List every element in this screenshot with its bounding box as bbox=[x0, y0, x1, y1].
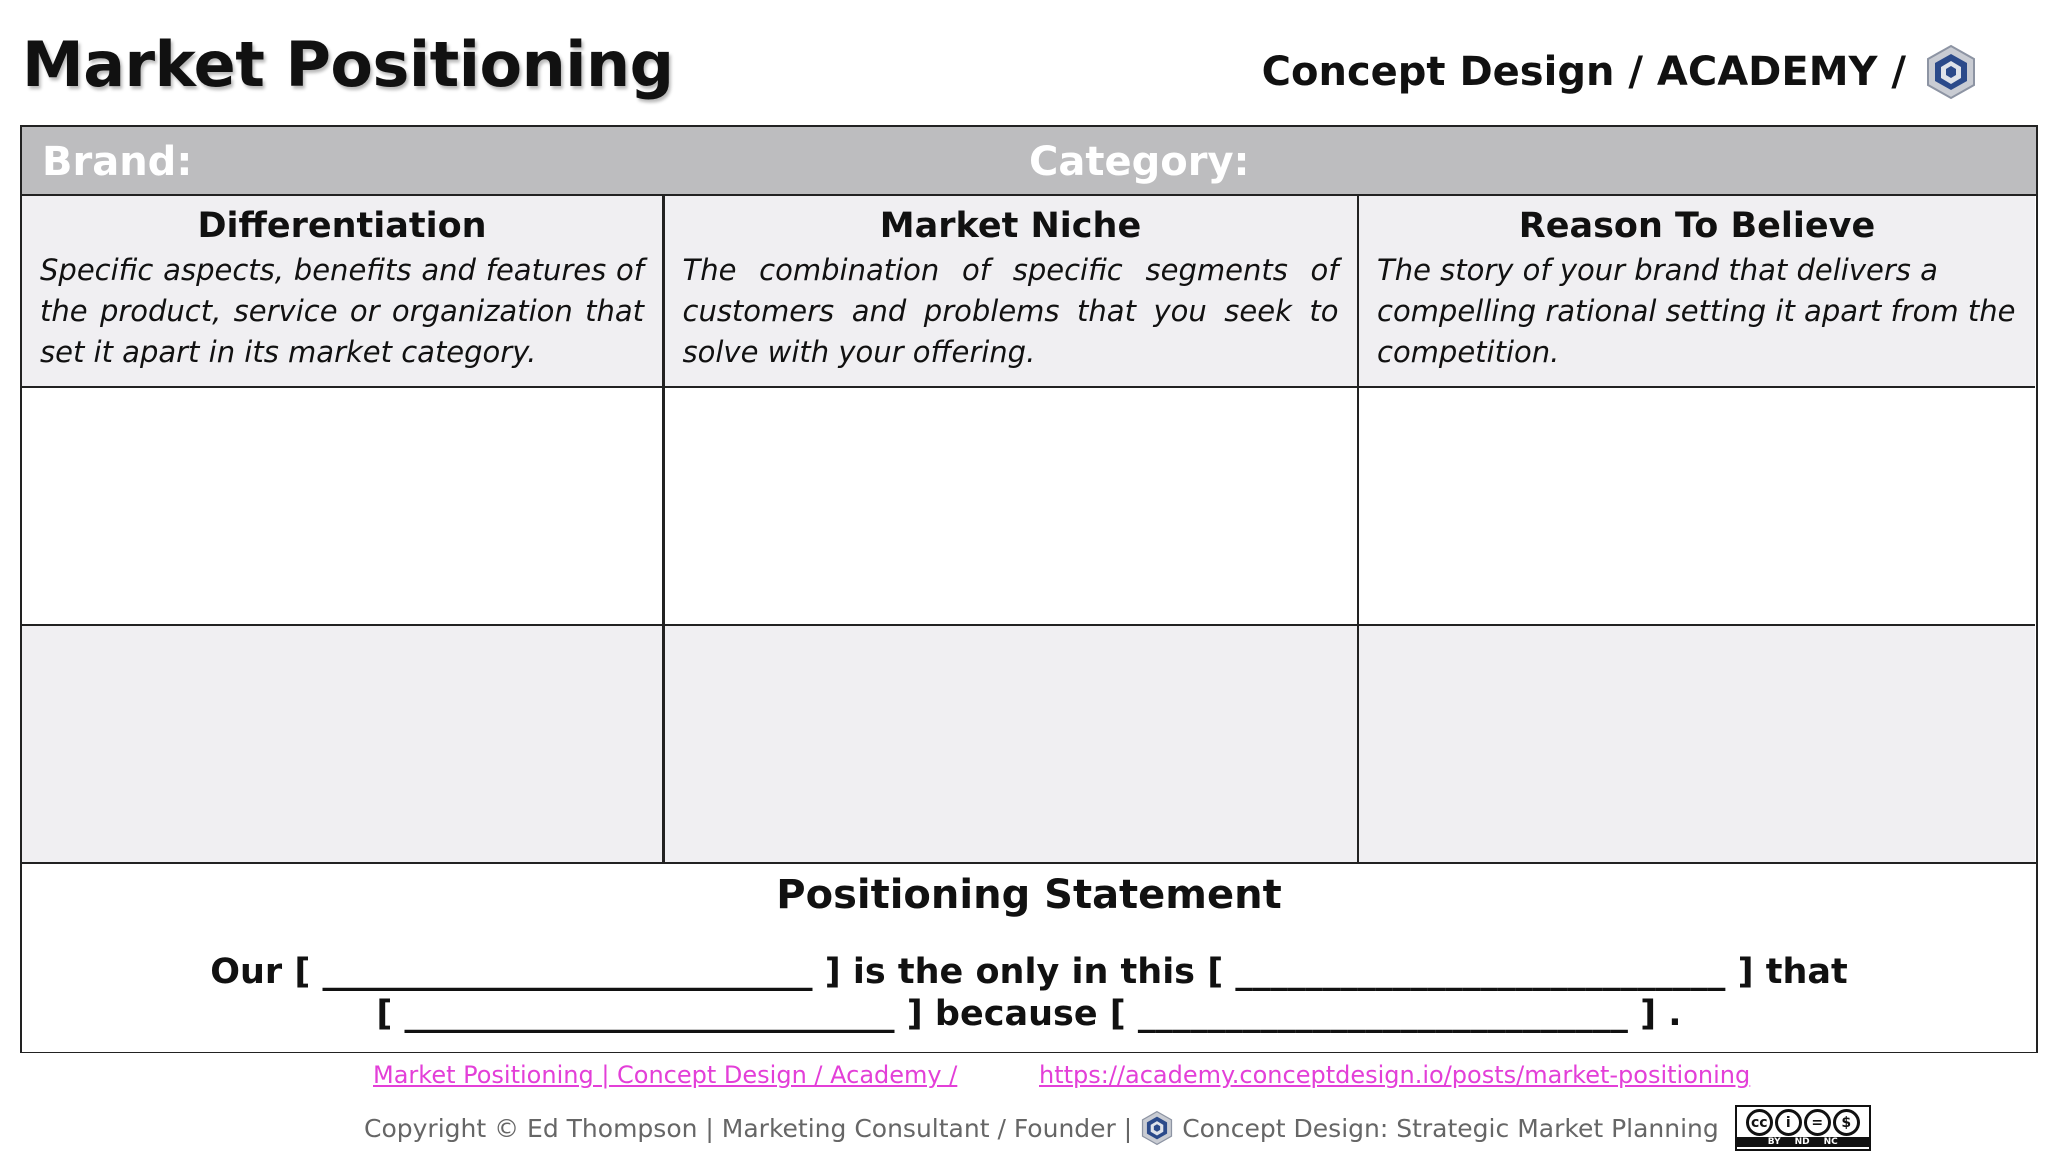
reason-to-believe-column bbox=[1359, 196, 2035, 862]
column-title: Reason To Believe bbox=[1518, 206, 1876, 246]
company-text: Concept Design: Strategic Market Planning bbox=[1182, 1113, 1719, 1143]
differentiation-column bbox=[22, 196, 662, 862]
copyright-text: Copyright © Ed Thompson | Marketing Consultant / Founder | bbox=[364, 1113, 1133, 1143]
reason-to-believe-input-cell-1[interactable] bbox=[1359, 388, 2035, 626]
license-icons bbox=[1746, 1109, 1860, 1136]
license-by: BY bbox=[1767, 1137, 1781, 1147]
footer-link-url[interactable]: https://academy.conceptdesign.io/posts/market-positioning bbox=[1039, 1061, 1751, 1089]
market-niche-header bbox=[665, 196, 1357, 388]
reason-to-believe-input-cell-2[interactable] bbox=[1359, 626, 2035, 862]
reason-to-believe-header bbox=[1359, 196, 2035, 388]
column-description: The combination of specific segments of customers and problems that you seek to solve with your offering. bbox=[682, 253, 1339, 369]
differentiation-input-cell-2[interactable] bbox=[22, 626, 662, 862]
concept-design-hexagon-icon bbox=[1140, 1110, 1174, 1146]
no-derivatives-icon: = bbox=[1804, 1109, 1831, 1136]
brand-field-label: Brand: bbox=[42, 139, 193, 185]
column-title: Market Niche bbox=[879, 206, 1142, 246]
academy-brand-text: Concept Design / ACADEMY / bbox=[1261, 49, 1906, 95]
license-terms bbox=[1737, 1137, 1869, 1147]
academy-brand bbox=[1262, 44, 1978, 100]
non-commercial-icon: $ bbox=[1833, 1109, 1860, 1136]
statement-line-1: Our [ ____________________________ ] is the only in this [ ____________________________ ] that bbox=[210, 952, 1848, 992]
column-description: The story of your brand that delivers a compelling rational setting it apart from the competition. bbox=[1377, 253, 2016, 369]
creative-commons-by-nd-nc-icon[interactable] bbox=[1735, 1105, 1871, 1151]
category-field-label: Category: bbox=[1029, 139, 1250, 185]
page-title: Market Positioning bbox=[22, 28, 674, 101]
license-nc: NC bbox=[1823, 1137, 1838, 1147]
footer-link-academy[interactable]: Market Positioning | Concept Design / Academy / bbox=[373, 1061, 958, 1089]
differentiation-input-cell-1[interactable] bbox=[22, 388, 662, 626]
market-niche-column bbox=[665, 196, 1357, 862]
column-title: Differentiation bbox=[197, 206, 487, 246]
cc-icon: cc bbox=[1746, 1109, 1773, 1136]
market-niche-input-cell-2[interactable] bbox=[665, 626, 1357, 862]
market-niche-input-cell-1[interactable] bbox=[665, 388, 1357, 626]
positioning-statement-title: Positioning Statement bbox=[776, 872, 1282, 918]
concept-design-hexagon-icon bbox=[1924, 44, 1978, 100]
license-nd: ND bbox=[1794, 1137, 1810, 1147]
positioning-statement-section bbox=[22, 862, 2036, 1052]
attribution-icon: i bbox=[1775, 1109, 1802, 1136]
label-bar bbox=[22, 127, 2036, 196]
copyright-line bbox=[364, 1105, 1871, 1151]
positioning-canvas bbox=[20, 125, 2038, 1053]
differentiation-header bbox=[22, 196, 662, 388]
column-description: Specific aspects, benefits and features of the product, service or organization that set it apart in its market category. bbox=[40, 253, 644, 369]
statement-line-2: [ ____________________________ ] because [ ____________________________ ] . bbox=[376, 994, 1682, 1034]
